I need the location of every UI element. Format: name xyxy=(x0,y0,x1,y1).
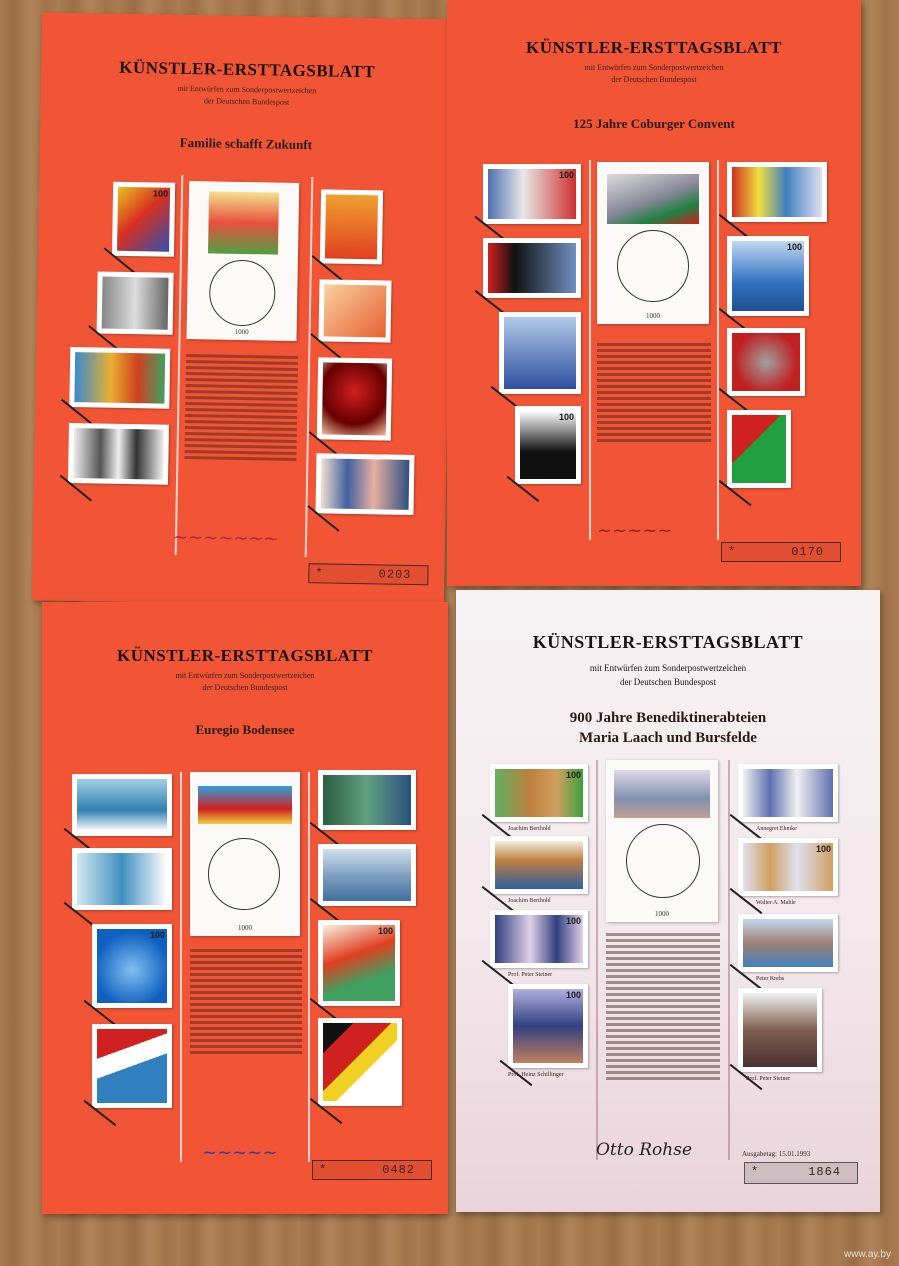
stamp xyxy=(72,848,172,910)
first-day-cover-card xyxy=(606,760,718,922)
stamp-caption: Prof. Heinz Schillinger xyxy=(508,1072,564,1078)
sheet-number-box: * 1864 xyxy=(744,1162,858,1184)
stamp-caption: Peter Krebs xyxy=(756,976,785,982)
postmark xyxy=(617,230,689,302)
stamp-caption: Walter A. Mahle xyxy=(756,900,796,906)
column-divider xyxy=(596,760,598,1160)
stamp: 100 xyxy=(92,924,172,1008)
stamp xyxy=(738,988,822,1072)
stamp: 100 xyxy=(738,838,838,896)
sheet-title: KÜNSTLER-ERSTTAGSBLATT xyxy=(532,632,804,652)
sheet-motto: Maria Laach und Bursfelde xyxy=(579,730,757,746)
stamp xyxy=(727,410,791,488)
sheet-benediktiner xyxy=(456,590,880,1212)
column-divider xyxy=(717,160,719,540)
sheet-coburger xyxy=(447,0,861,586)
stamp xyxy=(317,357,392,440)
stamp xyxy=(318,279,391,342)
stamp xyxy=(738,764,838,822)
first-day-cover-card xyxy=(597,162,709,324)
stamp xyxy=(727,162,827,222)
stamp xyxy=(318,1018,402,1106)
artist-signature: Otto Rohse xyxy=(596,1140,693,1160)
stamp: 100 xyxy=(515,406,581,484)
description-text xyxy=(606,930,720,1083)
stamp: 100 xyxy=(727,236,809,316)
artist-signature: ~~~~~ xyxy=(202,1142,278,1163)
column-divider xyxy=(589,160,591,540)
card-value: 1000 xyxy=(234,327,249,337)
stamp: 100 xyxy=(112,182,175,257)
stamp xyxy=(68,423,169,485)
stamp: 100 xyxy=(490,764,588,822)
sheet-euregio xyxy=(42,602,448,1214)
sheet-motto: Familie schafft Zukunft xyxy=(179,134,313,153)
sheet-subtitle: mit Entwürfen zum Sonderpostwertzeichen xyxy=(589,663,747,673)
stamp xyxy=(318,844,416,906)
stamp xyxy=(72,774,172,836)
column-divider xyxy=(180,772,182,1162)
stamp xyxy=(499,312,581,394)
sheet-subtitle: der Deutschen Bundespost xyxy=(202,683,288,692)
stamp: 100 xyxy=(508,984,588,1068)
stamp xyxy=(738,914,838,972)
stamp: 100 xyxy=(318,920,400,1006)
stamp: 100 xyxy=(490,910,588,968)
stamp xyxy=(490,836,588,894)
stamp xyxy=(320,189,383,264)
sheet-number-box: * 0170 xyxy=(721,542,841,562)
stamp-caption: Joachim Berthold xyxy=(508,826,551,832)
artist-signature: ~~~~~ xyxy=(597,520,673,541)
stamp xyxy=(69,347,170,409)
column-divider xyxy=(308,772,310,1162)
sheet-title: KÜNSTLER-ERSTTAGSBLATT xyxy=(119,57,376,82)
first-day-cover-card xyxy=(190,772,300,936)
sheet-subtitle: der Deutschen Bundespost xyxy=(620,677,716,687)
sheet-motto: 900 Jahre Benediktinerabteien xyxy=(569,710,767,726)
sheet-motto: 125 Jahre Coburger Convent xyxy=(573,116,735,131)
description-text xyxy=(190,946,302,1057)
description-text xyxy=(184,351,298,464)
stamp-caption: Annegret Ehmke xyxy=(756,826,797,832)
sheet-subtitle: mit Entwürfen zum Sonderpostwertzeichen xyxy=(175,671,315,680)
issue-date: Ausgabetag: 15.01.1993 xyxy=(742,1150,811,1158)
sheet-title: KÜNSTLER-ERSTTAGSBLATT xyxy=(117,646,373,665)
stamp xyxy=(92,1024,172,1108)
stamp xyxy=(315,453,414,515)
sheet-motto: Euregio Bodensee xyxy=(195,722,295,737)
stamp-caption: Joachim Berthold xyxy=(508,898,551,904)
stamp xyxy=(318,770,416,830)
postmark xyxy=(208,838,280,910)
description-text xyxy=(597,340,711,445)
sheet-number-box: * 0203 xyxy=(308,563,428,585)
stamp-caption: Prof. Peter Steiner xyxy=(508,972,553,978)
sheet-title: KÜNSTLER-ERSTTAGSBLATT xyxy=(526,38,782,57)
column-divider xyxy=(728,760,730,1160)
stamp: 100 xyxy=(483,164,581,224)
stamp xyxy=(483,238,581,298)
artist-signature: ~~~~~~~ xyxy=(172,526,279,550)
sheet-subtitle: der Deutschen Bundespost xyxy=(611,75,697,84)
column-divider xyxy=(175,175,184,555)
watermark: www.ay.by xyxy=(843,1249,891,1260)
sheet-number-box: * 0482 xyxy=(312,1160,432,1180)
stamp xyxy=(727,328,805,396)
column-divider xyxy=(305,177,314,557)
stamp-caption: Prof. Peter Steiner xyxy=(746,1076,791,1082)
first-day-cover-card xyxy=(186,181,299,341)
sheet-familie xyxy=(32,12,454,607)
card-value: 1000 xyxy=(655,910,669,918)
sheet-subtitle: der Deutschen Bundespost xyxy=(203,96,290,107)
stamp xyxy=(97,271,174,334)
sheet-subtitle: mit Entwürfen zum Sonderpostwertzeichen xyxy=(584,63,724,72)
postmark xyxy=(209,259,276,326)
card-value: 1000 xyxy=(646,312,660,320)
postmark xyxy=(626,824,700,898)
card-value: 1000 xyxy=(238,924,252,932)
sheet-subtitle: mit Entwürfen zum Sonderpostwertzeichen xyxy=(177,83,317,96)
